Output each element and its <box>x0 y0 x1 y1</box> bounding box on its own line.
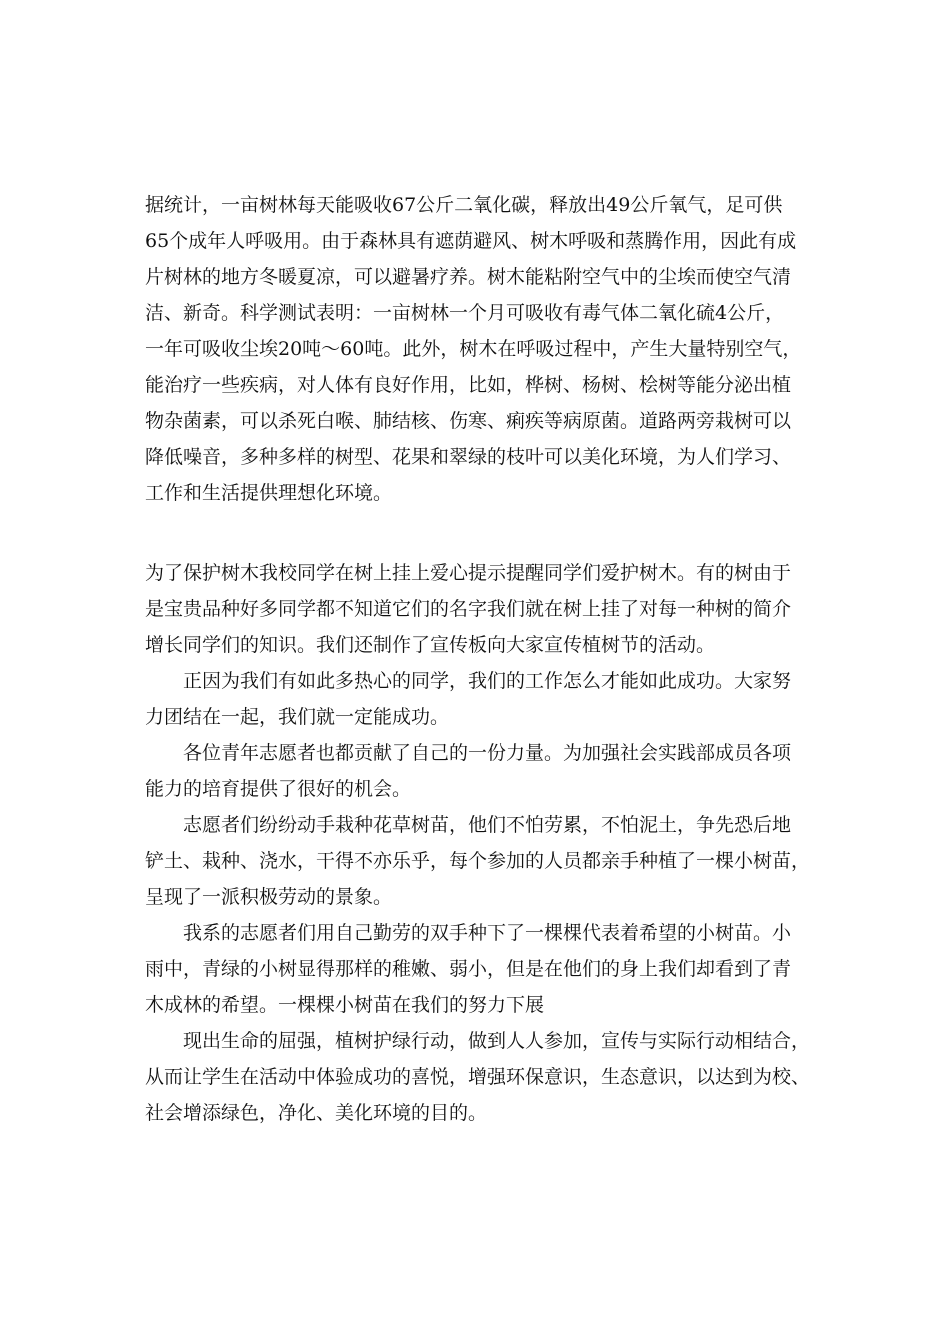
text-line: 木成林的希望。一棵棵小树苗在我们的努力下展 <box>145 994 545 1016</box>
paragraph-saplings-of-hope <box>145 915 810 1023</box>
text-line: 降低噪音，多种多样的树型、花果和翠绿的枝叶可以美化环境，为人们学习、 <box>145 446 792 468</box>
text-line: 现出生命的屈强，植树护绿行动，做到人人参加，宣传与实际行动相结合， <box>183 1030 811 1052</box>
text-line: 正因为我们有如此多热心的同学，我们的工作怎么才能如此成功。大家努 <box>183 670 792 692</box>
text-line: 志愿者们纷纷动手栽种花草树苗，他们不怕劳累，不怕泥土，争先恐后地 <box>183 814 792 836</box>
text-line: 65个成年人呼吸用。由于森林具有遮荫避风、树木呼吸和蒸腾作用，因此有成 <box>145 230 797 252</box>
paragraph-protect-trees <box>145 555 810 663</box>
paragraph-forest-benefits <box>145 187 810 511</box>
paragraph-enthusiastic-classmates <box>145 663 810 735</box>
text-line: 能力的培育提供了很好的机会。 <box>145 778 412 800</box>
text-line: 力团结在一起，我们就一定能成功。 <box>145 706 450 728</box>
text-line: 增长同学们的知识。我们还制作了宣传板向大家宣传植树节的活动。 <box>145 634 716 656</box>
text-line: 据统计，一亩树林每天能吸收67公斤二氧化碳，释放出49公斤氧气，足可供 <box>145 194 783 216</box>
paragraph-youth-volunteers <box>145 735 810 807</box>
text-line: 社会增添绿色，净化、美化环境的目的。 <box>145 1102 488 1124</box>
text-line: 各位青年志愿者也都贡献了自己的一份力量。为加强社会实践部成员各项 <box>183 742 792 764</box>
text-line: 我系的志愿者们用自己勤劳的双手种下了一棵棵代表着希望的小树苗。小 <box>183 922 792 944</box>
text-line: 能治疗一些疾病，对人体有良好作用，比如，桦树、杨树、桧树等能分泌出植 <box>145 374 792 396</box>
paragraph-planting-activity <box>145 807 810 915</box>
text-line: 片树林的地方冬暖夏凉，可以避暑疗养。树木能粘附空气中的尘埃而使空气清 <box>145 266 792 288</box>
text-line: 铲土、栽种、浇水，干得不亦乐乎，每个参加的人员都亲手种植了一棵小树苗， <box>145 850 811 872</box>
text-line: 从而让学生在活动中体验成功的喜悦，增强环保意识，生态意识，以达到为校、 <box>145 1066 811 1088</box>
paragraph-conclusion <box>145 1023 810 1131</box>
text-line: 物杂菌素，可以杀死白喉、肺结核、伤寒、痢疾等病原菌。道路两旁栽树可以 <box>145 410 792 432</box>
text-line: 是宝贵品种好多同学都不知道它们的名字我们就在树上挂了对每一种树的简介 <box>145 598 792 620</box>
text-line: 工作和生活提供理想化环境。 <box>145 482 393 504</box>
text-line: 呈现了一派积极劳动的景象。 <box>145 886 393 908</box>
text-line: 洁、新奇。科学测试表明：一亩树林一个月可吸收有毒气体二氧化硫4公斤， <box>145 302 785 324</box>
text-line: 为了保护树木我校同学在树上挂上爱心提示提醒同学们爱护树木。有的树由于 <box>145 562 792 584</box>
text-line: 一年可吸收尘埃20吨～60吨。此外，树木在呼吸过程中，产生大量特别空气， <box>145 338 802 360</box>
text-line: 雨中，青绿的小树显得那样的稚嫩、弱小，但是在他们的身上我们却看到了青 <box>145 958 792 980</box>
